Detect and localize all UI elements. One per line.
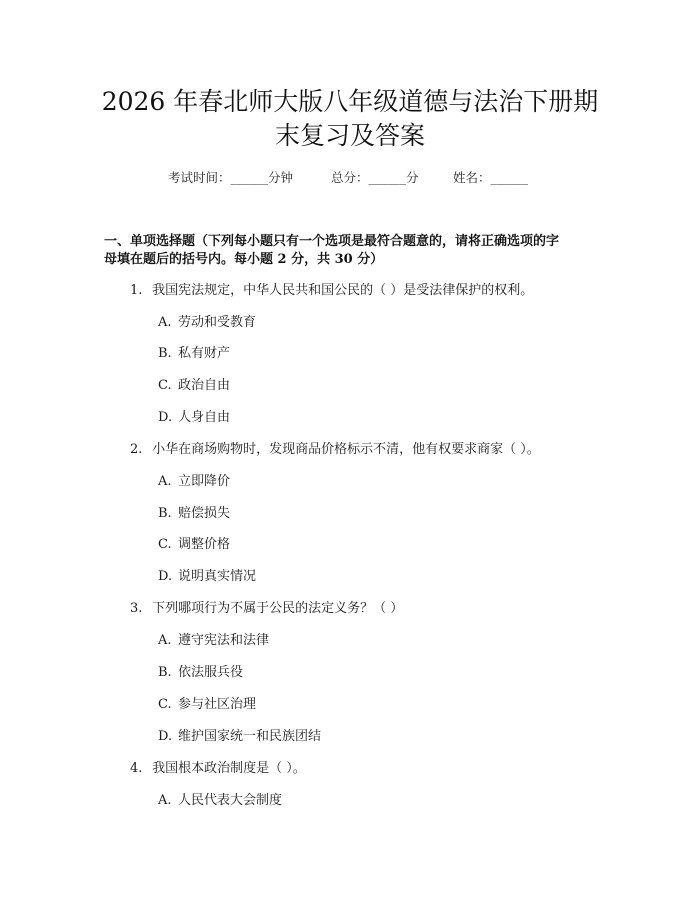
question-1 [130, 282, 533, 300]
question-number: 2. [130, 442, 143, 457]
student-name-field: 姓名：______ [453, 170, 529, 185]
option-text: 依法服兵役 [178, 665, 244, 680]
option-letter: C. [158, 697, 172, 712]
question-1-option-b [158, 345, 230, 363]
question-3-option-a [158, 632, 269, 650]
option-letter: A. [158, 633, 172, 648]
question-2-option-d [158, 568, 256, 586]
option-text: 人身自由 [178, 410, 231, 425]
option-letter: D. [158, 410, 173, 425]
question-text: 小华在商场购物时，发现商品价格标示不清，他有权要求商家（ ）。 [152, 442, 540, 457]
option-letter: C. [158, 378, 172, 393]
question-1-option-c [158, 377, 230, 395]
question-2 [130, 441, 540, 459]
option-letter: C. [158, 537, 172, 552]
question-text: 我国根本政治制度是（ ）。 [152, 761, 306, 776]
option-text: 说明真实情况 [178, 569, 257, 584]
question-1-option-a [158, 314, 256, 332]
option-text: 参与社区治理 [178, 697, 257, 712]
option-text: 维护国家统一和民族团结 [178, 729, 322, 744]
total-score-field: 总分：______分 [331, 170, 419, 185]
question-3-option-c [158, 696, 256, 714]
question-2-option-a [158, 473, 230, 491]
question-number: 1. [130, 283, 143, 298]
option-text: 调整价格 [178, 537, 231, 552]
question-4 [130, 760, 306, 778]
option-text: 私有财产 [178, 346, 231, 361]
question-text: 下列哪项行为不属于公民的法定义务？（ ） [152, 601, 404, 616]
exam-time-field: 考试时间：______分钟 [168, 170, 294, 185]
option-letter: A. [158, 793, 172, 808]
section-heading-line-2: 母填在题后的括号内。每小题 2 分，共 30 分） [104, 252, 384, 267]
question-number: 4. [130, 761, 143, 776]
section-heading-line-1: 一、单项选择题（下列每小题只有一个选项是最符合题意的，请将正确选项的字 [104, 234, 560, 249]
option-letter: B. [158, 665, 172, 680]
question-4-option-a [158, 792, 282, 810]
option-text: 政治自由 [178, 378, 231, 393]
option-text: 劳动和受教育 [178, 315, 257, 330]
option-text: 立即降价 [178, 474, 231, 489]
document-title-line-1: 2026 年春北师大版八年级道德与法治下册期 [101, 87, 599, 116]
option-letter: B. [158, 506, 172, 521]
option-text: 人民代表大会制度 [178, 793, 283, 808]
question-text: 我国宪法规定，中华人民共和国公民的（ ）是受法律保护的权利。 [152, 283, 534, 298]
question-1-option-d [158, 409, 230, 427]
option-letter: B. [158, 346, 172, 361]
question-3 [130, 600, 403, 618]
question-2-option-c [158, 536, 230, 554]
question-3-option-b [158, 664, 243, 682]
option-letter: A. [158, 315, 172, 330]
option-letter: D. [158, 729, 173, 744]
option-text: 遵守宪法和法律 [178, 633, 270, 648]
option-letter: D. [158, 569, 173, 584]
option-text: 赔偿损失 [178, 506, 231, 521]
question-2-option-b [158, 505, 230, 523]
question-3-option-d [158, 728, 321, 746]
question-number: 3. [130, 601, 143, 616]
document-title-line-2: 末复习及答案 [274, 121, 425, 150]
option-letter: A. [158, 474, 172, 489]
